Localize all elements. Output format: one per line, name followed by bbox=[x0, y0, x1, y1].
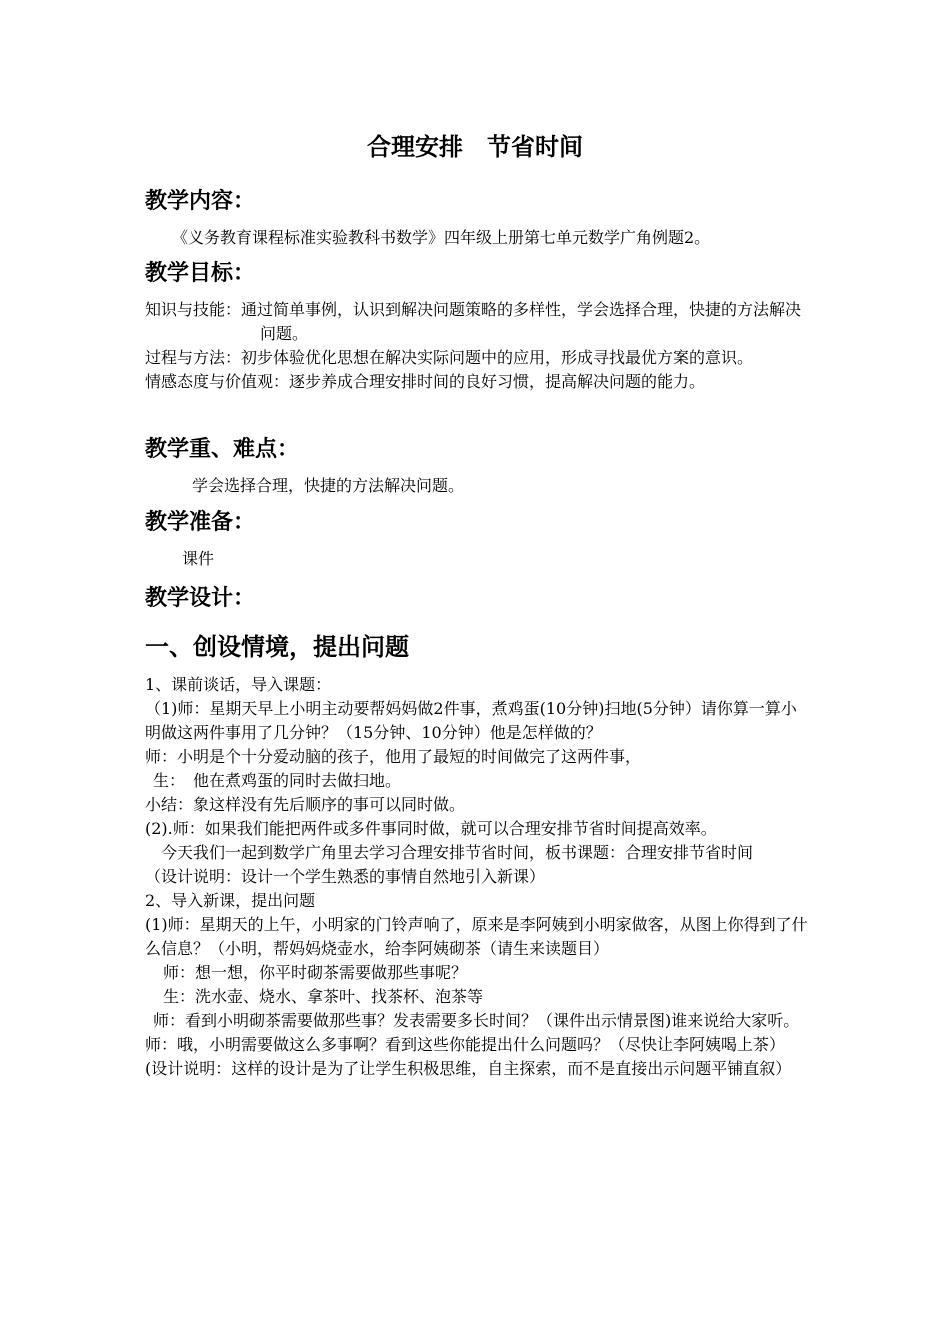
section-heading-content: 教学内容： bbox=[145, 189, 256, 214]
body-paragraph: 1、课前谈话，导入课题： bbox=[145, 675, 332, 694]
goal-knowledge: 知识与技能：通过简单事例，认识到解决问题策略的多样性，学会选择合理，快捷的方法解决问题。 bbox=[145, 300, 802, 343]
body-paragraph: 小结：象这样没有先后顺序的事可以同时做。 bbox=[145, 795, 466, 814]
body-paragraph: 生： 他在煮鸡蛋的同时去做扫地。 bbox=[153, 771, 402, 790]
section-heading-key-points: 教学重、难点： bbox=[145, 437, 300, 462]
content-text: 《义务教育课程标准实验教科书数学》四年级上册第七单元数学广角例题2。 bbox=[172, 228, 711, 247]
body-paragraph: 师：小明是个十分爱动脑的孩子，他用了最短的时间做完了这两件事， bbox=[145, 747, 642, 766]
section-heading-preparation: 教学准备： bbox=[145, 510, 256, 535]
body-paragraph: 师：想一想，你平时砌茶需要做那些事呢？ bbox=[163, 963, 468, 982]
body-paragraph: 生：洗水壶、烧水、拿茶叶、找茶杯、泡茶等 bbox=[163, 987, 484, 1006]
part-one-heading: 一、创设情境，提出问题 bbox=[145, 633, 409, 661]
body-paragraph: （设计说明：设计一个学生熟悉的事情自然地引入新课） bbox=[145, 867, 546, 886]
lesson-body bbox=[145, 673, 810, 1081]
body-paragraph: (设计说明：这样的设计是为了让学生积极思维，自主探索，而不是直接出示问题平铺直叙） bbox=[145, 1059, 792, 1078]
body-paragraph: 今天我们一起到数学广角里去学习合理安排节省时间，板书课题：合理安排节省时间 bbox=[161, 843, 754, 862]
goal-attitude: 情感态度与价值观：逐步养成合理安排时间的良好习惯，提高解决问题的能力。 bbox=[145, 372, 706, 391]
body-paragraph: 2、导入新课，提出问题 bbox=[145, 891, 316, 910]
section-heading-design: 教学设计： bbox=[145, 586, 256, 611]
body-paragraph: (1)师：星期天的上午，小明家的门铃声响了，原来是李阿姨到小明家做客，从图上你得到了什么信息？（小明，帮妈妈烧壶水，给李阿姨砌茶（请生来读题目） bbox=[145, 915, 808, 958]
body-paragraph: （1)师：星期天早上小明主动要帮妈妈做2件事，煮鸡蛋(10分钟)扫地(5分钟）请你算一算小明做这两件事用了几分钟？（15分钟、10分钟）他是怎样做的？ bbox=[145, 699, 797, 742]
goal-process: 过程与方法：初步体验优化思想在解决实际问题中的应用，形成寻找最优方案的意识。 bbox=[145, 348, 754, 367]
body-paragraph: (2).师：如果我们能把两件或多件事同时做，就可以合理安排节省时间提高效率。 bbox=[145, 819, 717, 838]
document-title: 合理安排 节省时间 bbox=[367, 133, 583, 161]
body-paragraph: 师：看到小明砌茶需要做那些事？发表需要多长时间？（课件出示情景图)谁来说给大家听。 bbox=[153, 1011, 800, 1030]
section-heading-goals: 教学目标： bbox=[145, 261, 256, 286]
goals-block bbox=[145, 298, 810, 394]
body-paragraph: 师：哦，小明需要做这么多事啊？看到这些你能提出什么问题吗？（尽快让李阿姨喝上茶） bbox=[145, 1035, 786, 1054]
preparation-text: 课件 bbox=[182, 549, 215, 568]
key-points-text: 学会选择合理，快捷的方法解决问题。 bbox=[192, 476, 465, 495]
